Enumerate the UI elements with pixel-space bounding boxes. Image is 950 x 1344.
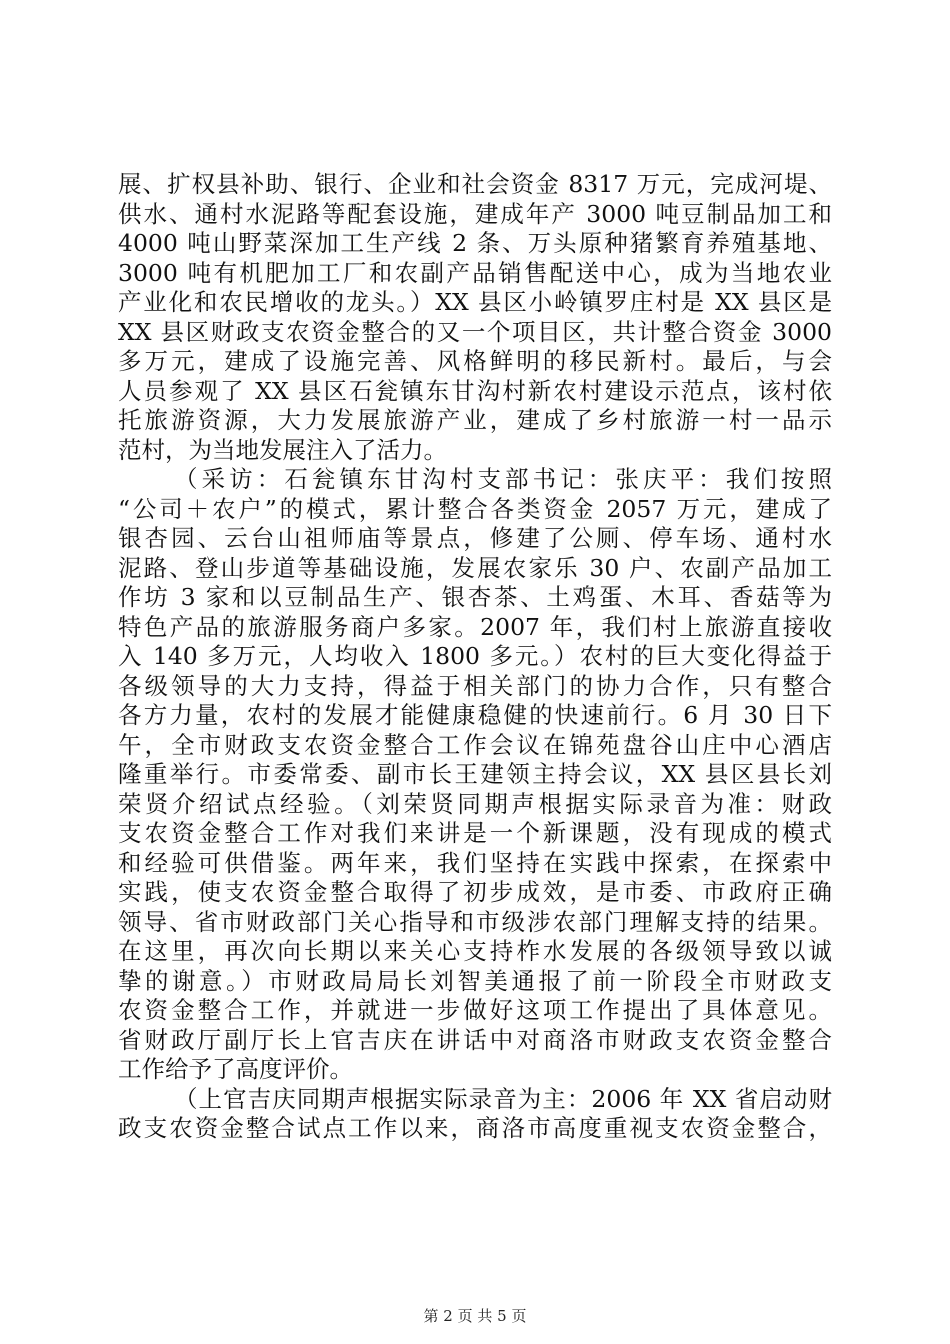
text-line: 供水、通村水泥路等配套设施，建成年产 3000 吨豆制品加工和 [118, 199, 832, 228]
text-line: 政支农资金整合试点工作以来，商洛市高度重视支农资金整合， [118, 1114, 832, 1142]
text-line: 领导、省市财政部门关心指导和市级涉农部门理解支持的结果。 [118, 907, 832, 936]
text-line: 实践，使支农资金整合取得了初步成效，是市委、市政府正确 [118, 878, 832, 906]
text-line: （采访：石瓮镇东甘沟村支部书记：张庆平：我们按照 [174, 465, 832, 493]
page-number: 第 2 页 共 5 页 [423, 1307, 527, 1325]
text-line: 各方力量，农村的发展才能健康稳健的快速前行。6 月 30 日下 [118, 701, 832, 729]
text-line: （上官吉庆同期声根据实际录音为主：2006 年 XX 省启动财 [174, 1084, 832, 1113]
text-line: 在这里，再次向长期以来关心支持柞水发展的各级领导致以诚 [118, 937, 832, 965]
page-footer [0, 1307, 950, 1325]
text-line: 范村，为当地发展注入了活力。 [118, 435, 447, 464]
text-line: 3000 吨有机肥加工厂和农副产品销售配送中心，成为当地农业 [118, 258, 832, 287]
text-line: 作坊 3 家和以豆制品生产、银杏茶、土鸡蛋、木耳、香菇等为 [118, 583, 832, 611]
text-line: 特色产品的旅游服务商户多家。2007 年，我们村上旅游直接收 [118, 612, 832, 641]
text-line: 人员参观了 XX 县区石瓮镇东甘沟村新农村建设示范点，该村依 [118, 376, 832, 405]
text-line: 挚的谢意。）市财政局局长刘智美通报了前一阶段全市财政支 [118, 966, 832, 995]
text-line: 和经验可供借鉴。两年来，我们坚持在实践中探索，在探索中 [118, 848, 832, 877]
text-line: 午，全市财政支农资金整合工作会议在锦苑盘谷山庄中心酒店 [118, 730, 832, 759]
text-line: 支农资金整合工作对我们来讲是一个新课题，没有现成的模式 [118, 819, 832, 847]
text-line: 银杏园、云台山祖师庙等景点，修建了公厕、停车场、通村水 [118, 524, 832, 552]
text-line: 隆重举行。市委常委、副市长王建领主持会议，XX 县区县长刘 [118, 760, 832, 788]
text-line: XX 县区财政支农资金整合的又一个项目区，共计整合资金 3000 [118, 317, 832, 346]
text-line: 荣贤介绍试点经验。（刘荣贤同期声根据实际录音为准：财政 [118, 789, 832, 818]
text-line: “公司＋农户”的模式，累计整合各类资金 2057 万元，建成了 [118, 494, 832, 523]
text-line: 泥路、登山步道等基础设施，发展农家乐 30 户、农副产品加工 [118, 553, 832, 582]
text-line: 多万元，建成了设施完善、风格鲜明的移民新村。最后，与会 [118, 347, 832, 375]
text-line: 入 140 多万元，人均收入 1800 多元。）农村的巨大变化得益于 [118, 642, 832, 670]
text-line: 4000 吨山野菜深加工生产线 2 条、万头原种猪繁育养殖基地、 [118, 229, 832, 257]
document-body [118, 170, 832, 1144]
text-line: 农资金整合工作，并就进一步做好这项工作提出了具体意见。 [118, 996, 832, 1024]
text-line: 各级领导的大力支持，得益于相关部门的协力合作，只有整合 [118, 671, 832, 700]
text-line: 工作给予了高度评价。 [118, 1055, 353, 1083]
text-line: 展、扩权县补助、银行、企业和社会资金 8317 万元，完成河堤、 [118, 170, 832, 198]
text-line: 产业化和农民增收的龙头。）XX 县区小岭镇罗庄村是 XX 县区是 [118, 288, 832, 316]
text-line: 省财政厅副厅长上官吉庆在讲话中对商洛市财政支农资金整合 [118, 1025, 832, 1054]
text-line: 托旅游资源，大力发展旅游产业，建成了乡村旅游一村一品示 [118, 406, 832, 434]
